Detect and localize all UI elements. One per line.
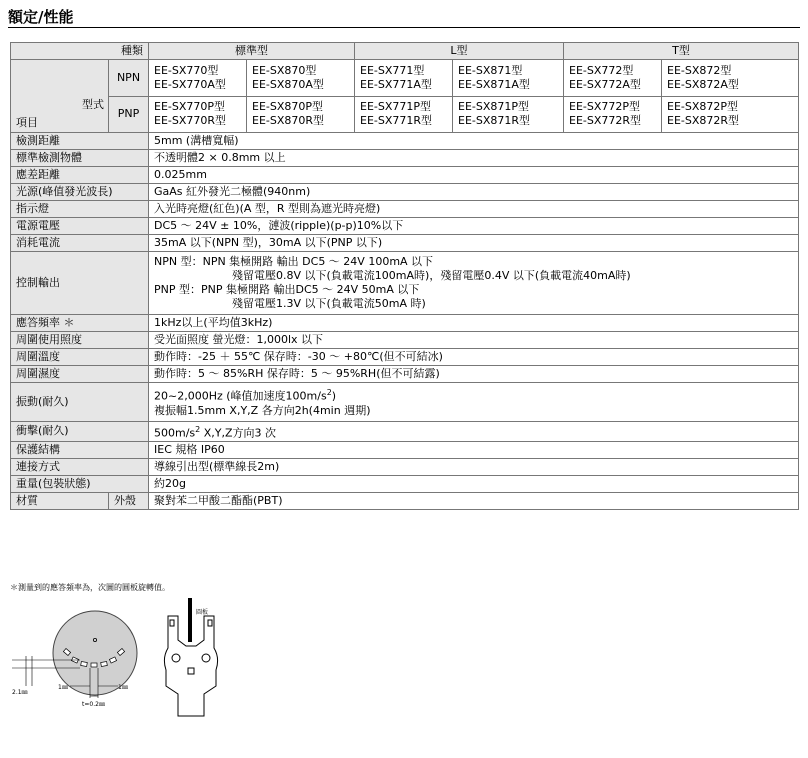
disc-slot: [81, 662, 88, 667]
emitter: [170, 620, 174, 626]
model-name: EE-SX770型: [154, 63, 219, 77]
dim-label: 1㎜: [58, 684, 68, 691]
npn-model-cell: [355, 60, 453, 97]
spec-row: [11, 315, 799, 332]
control-line: 殘留電壓0.8V 以下(負載電流100mA時)，殘留電壓0.4V 以下(負載電流40mA時): [232, 269, 631, 282]
group-standard: 標準型: [149, 43, 355, 60]
control-line: PNP 型：PNP 集極開路 輸出DC5 ～ 24V 50mA 以下: [154, 283, 420, 296]
pnp-label: PNP: [109, 96, 149, 133]
model-name: EE-SX770R型: [154, 114, 227, 128]
spec-row: [11, 349, 799, 366]
spec-value: [149, 421, 799, 442]
rotating-disc: [53, 611, 137, 695]
spec-label: 光源(峰值發光波長): [11, 184, 149, 201]
page-title: 額定/性能: [8, 8, 74, 26]
npn-model-cell: [149, 60, 247, 97]
spec-value: DC5 ～ 24V ± 10%，漣波(ripple)(p-p)10%以下: [149, 218, 799, 235]
spec-value: GaAs 紅外發光二極體(940nm): [149, 184, 799, 201]
model-name: EE-SX871型: [458, 63, 523, 77]
model-name: EE-SX772型: [569, 63, 634, 77]
spec-label: 標準檢測物體: [11, 150, 149, 167]
indicator: [188, 668, 194, 674]
superscript: 2: [195, 424, 201, 434]
vibration-line-2: 複振幅1.5mm X,Y,Z 各方向2h(4min 週期): [154, 403, 371, 417]
spec-value: IEC 規格 IP60: [149, 442, 799, 459]
group-l: L型: [355, 43, 564, 60]
spec-row-vibration: [11, 383, 799, 422]
control-line: NPN 型：NPN 集極開路 輸出 DC5 ～ 24V 100mA 以下: [154, 255, 434, 268]
spec-label: 材質: [11, 493, 109, 510]
spec-row: [11, 184, 799, 201]
spec-label: 消耗電流: [11, 235, 149, 252]
pnp-model-cell: [564, 96, 662, 133]
disc-sensor-diagram: [10, 598, 250, 718]
spec-row: [11, 167, 799, 184]
npn-model-cell: [662, 60, 799, 97]
header-row-pnp: [11, 96, 799, 133]
npn-model-cell: [453, 60, 564, 97]
spec-value: 入光時亮燈(紅色)(A 型，R 型則為遮光時亮燈): [149, 201, 799, 218]
spec-row: [11, 332, 799, 349]
spec-row-shock: [11, 421, 799, 442]
control-line: 殘留電壓1.3V 以下(負載電流50mA 時): [232, 297, 426, 310]
spec-value: 聚對苯二甲酸二酯酯(PBT): [149, 493, 799, 510]
shock-text: 500m/s: [154, 426, 196, 440]
spec-label: 振動(耐久): [11, 383, 149, 422]
spec-row: [11, 133, 799, 150]
model-name: EE-SX872R型: [667, 114, 740, 128]
model-name: EE-SX771A型: [360, 77, 432, 91]
model-name: EE-SX771型: [360, 63, 425, 77]
spec-row: [11, 366, 799, 383]
model-name: EE-SX872A型: [667, 77, 739, 91]
spec-label: 電源電壓: [11, 218, 149, 235]
pnp-model-cell: [149, 96, 247, 133]
pnp-model-cell: [453, 96, 564, 133]
spec-label: 保護結構: [11, 442, 149, 459]
spec-value: 受光面照度 螢光燈：1,000lx 以下: [149, 332, 799, 349]
spec-row: [11, 218, 799, 235]
model-name: EE-SX772R型: [569, 114, 642, 128]
spec-value: 導線引出型(標準線長2m): [149, 459, 799, 476]
spec-label: 連接方式: [11, 459, 149, 476]
vibration-text: 20~2,000Hz (峰值加速度100m/s: [154, 389, 327, 403]
dim-label: t=0.2㎜: [82, 701, 105, 708]
model-name: EE-SX872P型: [667, 100, 739, 114]
spec-row: [11, 442, 799, 459]
model-label: 型式: [82, 98, 104, 111]
shock-text: X,Y,Z方向3 次: [200, 426, 277, 440]
spec-value: 1kHz以上(平均值3kHz): [149, 315, 799, 332]
model-name: EE-SX871A型: [458, 77, 530, 91]
spec-label: 應差距離: [11, 167, 149, 184]
model-item-cell: [11, 60, 109, 133]
group-t: T型: [564, 43, 799, 60]
disc-slot: [101, 662, 108, 667]
footnote: ＊測量到的應答頻率為，次圖的圓板旋轉值。: [10, 583, 170, 592]
superscript: 2: [326, 388, 332, 397]
model-name: EE-SX872型: [667, 63, 732, 77]
model-name: EE-SX771R型: [360, 114, 433, 128]
model-name: EE-SX870型: [252, 63, 317, 77]
spec-value: [149, 383, 799, 422]
pnp-model-cell: [355, 96, 453, 133]
spec-row-material: [11, 493, 799, 510]
model-name: EE-SX770A型: [154, 77, 226, 91]
spec-label: 衝擊(耐久): [11, 421, 149, 442]
disc-edge: [188, 598, 192, 642]
spec-value: 0.025mm: [149, 167, 799, 184]
spec-row: [11, 150, 799, 167]
dim-label: 1㎜: [118, 684, 128, 691]
spec-value: [149, 252, 799, 315]
spec-label: 重量(包裝狀態): [11, 476, 149, 493]
item-label: 項目: [16, 116, 38, 129]
spec-label: 指示燈: [11, 201, 149, 218]
spec-value: 5mm (溝槽寬幅): [149, 133, 799, 150]
model-name: EE-SX772P型: [569, 100, 641, 114]
spec-value: 約20g: [149, 476, 799, 493]
dim-label: 2.1㎜: [12, 689, 28, 696]
type-label: 種類: [11, 43, 149, 60]
model-name: EE-SX870R型: [252, 114, 325, 128]
pnp-model-cell: [662, 96, 799, 133]
mount-hole: [172, 654, 180, 662]
title-rule: [8, 27, 800, 28]
spec-label: 應答頻率 ＊: [11, 315, 149, 332]
vibration-line-1: [154, 386, 793, 404]
pnp-model-cell: [247, 96, 355, 133]
disc-slot: [91, 663, 97, 667]
spec-sublabel: 外殼: [109, 493, 149, 510]
receiver: [208, 620, 212, 626]
mount-hole: [202, 654, 210, 662]
header-row-type: [11, 43, 799, 60]
disc-label: 圓板: [196, 609, 209, 616]
model-name: EE-SX770P型: [154, 100, 226, 114]
spec-row: [11, 201, 799, 218]
model-name: EE-SX871P型: [458, 100, 530, 114]
spec-label: 周圍濕度: [11, 366, 149, 383]
spec-value: 不透明體2 × 0.8mm 以上: [149, 150, 799, 167]
spec-value: 動作時：5 ～ 85%RH 保存時：5 ～ 95%RH(但不可結露): [149, 366, 799, 383]
model-name: EE-SX771P型: [360, 100, 432, 114]
spec-row-control-output: [11, 252, 799, 315]
vibration-text: ): [331, 389, 337, 403]
spec-label: 控制輸出: [11, 252, 149, 315]
spec-label: 檢測距離: [11, 133, 149, 150]
spec-label: 周圍溫度: [11, 349, 149, 366]
spec-table: [10, 42, 799, 510]
spec-value: 動作時：-25 ＋ 55℃ 保存時：-30 ～ +80℃(但不可結冰): [149, 349, 799, 366]
model-name: EE-SX772A型: [569, 77, 641, 91]
spec-row: [11, 459, 799, 476]
npn-label: NPN: [109, 60, 149, 97]
model-name: EE-SX871R型: [458, 114, 531, 128]
spec-value: 35mA 以下(NPN 型)，30mA 以下(PNP 以下): [149, 235, 799, 252]
model-name: EE-SX870P型: [252, 100, 324, 114]
spec-row: [11, 476, 799, 493]
npn-model-cell: [247, 60, 355, 97]
model-name: EE-SX870A型: [252, 77, 324, 91]
header-row-npn: [11, 60, 799, 97]
spec-label: 周圍使用照度: [11, 332, 149, 349]
spec-row: [11, 235, 799, 252]
npn-model-cell: [564, 60, 662, 97]
